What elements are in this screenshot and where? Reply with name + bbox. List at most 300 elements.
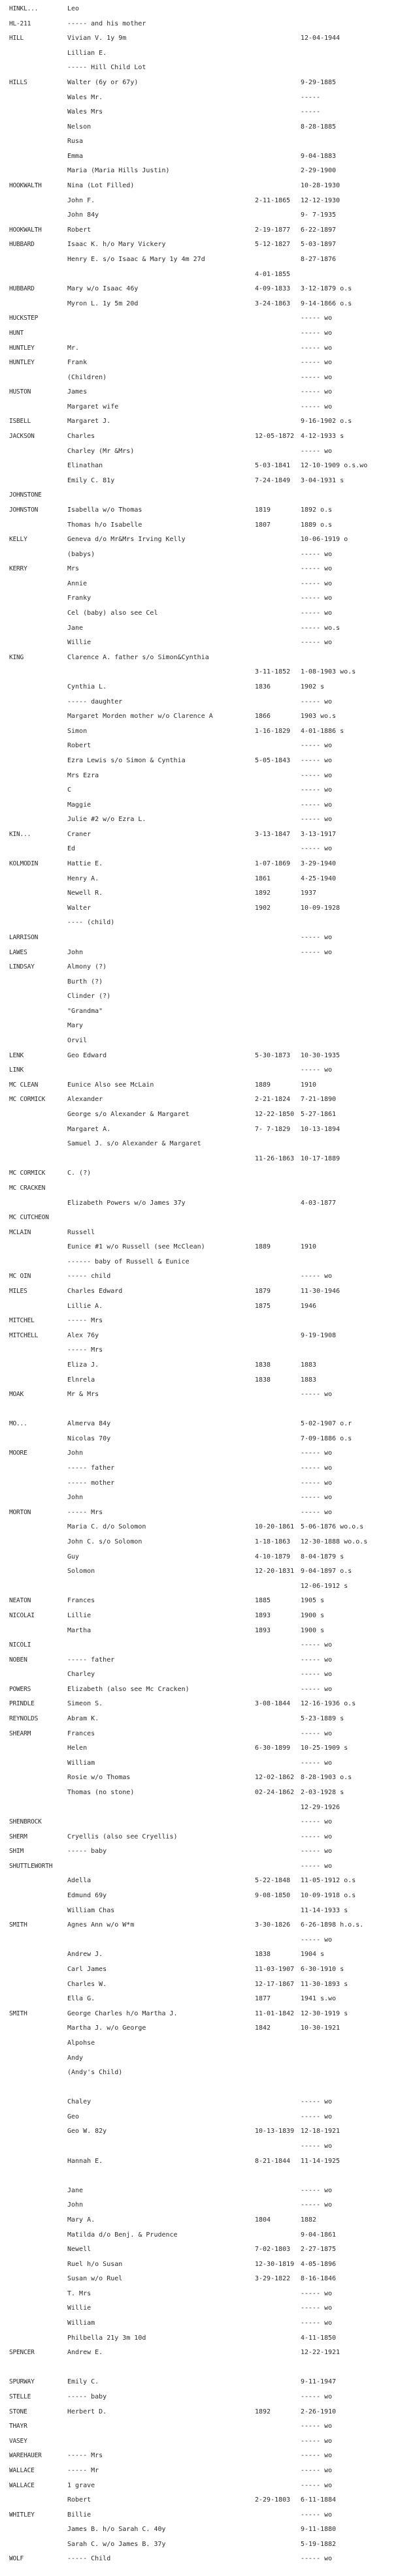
death-date-cell: ----- wo xyxy=(301,948,333,956)
register-row xyxy=(0,240,396,250)
register-row xyxy=(0,800,396,811)
given-name-cell: ---- (child) xyxy=(67,919,115,927)
death-date-cell: ----- wo xyxy=(301,1671,333,1679)
death-date-cell: ----- wo xyxy=(301,756,333,764)
given-name-cell: John xyxy=(67,1494,84,1502)
death-date-cell: ----- wo xyxy=(301,1759,333,1767)
given-name-cell: John xyxy=(67,948,84,956)
death-date-cell: ----- wo xyxy=(301,447,333,455)
birth-date-cell: 1836 xyxy=(255,683,271,691)
given-name-cell: Margaret J. xyxy=(67,418,111,426)
death-date-cell: 10-09-1918 o.s xyxy=(301,1892,356,1899)
death-date-cell: 8-28-1903 o.s xyxy=(301,1774,352,1782)
register-row xyxy=(0,1345,396,1356)
birth-date-cell: 1902 xyxy=(255,904,271,912)
birth-date-cell: 11-26-1863 xyxy=(255,1155,295,1162)
register-row xyxy=(0,33,396,44)
death-date-cell: 9-19-1908 xyxy=(301,1331,337,1339)
death-date-cell: 10-06-1919 o xyxy=(301,536,348,544)
register-row xyxy=(0,1920,396,1931)
surname-cell: MO... xyxy=(9,1420,27,1428)
death-date-cell: ----- wo xyxy=(301,1818,333,1826)
death-date-cell: 1902 s xyxy=(301,683,325,691)
surname-cell: MC CORMICK xyxy=(9,1096,46,1104)
birth-date-cell: 1893 xyxy=(255,1611,271,1619)
register-row xyxy=(0,2481,396,2491)
given-name-cell: Adella xyxy=(67,1877,91,1885)
register-row xyxy=(0,1021,396,1031)
register-row xyxy=(0,815,396,825)
death-date-cell: ----- wo xyxy=(301,1465,333,1472)
given-name-cell: 1 grave xyxy=(67,2481,95,2489)
register-row xyxy=(0,1788,396,1798)
death-date-cell: 1883 xyxy=(301,1361,317,1369)
register-row xyxy=(0,2156,396,2167)
register-row xyxy=(0,1655,396,1666)
register-row xyxy=(0,1493,396,1503)
death-date-cell: 10-25-1909 s xyxy=(301,1745,348,1752)
register-row xyxy=(0,1640,396,1651)
register-row xyxy=(0,550,396,560)
surname-cell: WALLACE xyxy=(9,2466,35,2474)
given-name-cell: Elizabeth (also see Mc Cracken) xyxy=(67,1685,190,1693)
death-date-cell: 8-27-1876 xyxy=(301,256,337,263)
given-name-cell: ----- Mrs xyxy=(67,1317,103,1325)
death-date-cell: ----- wo xyxy=(301,550,333,558)
given-name-cell: Charles Edward xyxy=(67,1288,123,1295)
given-name-cell: Alpohse xyxy=(67,2039,95,2047)
register-row xyxy=(0,373,396,383)
death-date-cell: 8-28-1885 xyxy=(301,123,337,131)
death-date-cell: 3-13-1917 xyxy=(301,830,337,838)
given-name-cell: Maggie xyxy=(67,801,91,809)
register-row xyxy=(0,2112,396,2122)
register-row xyxy=(0,1110,396,1120)
surname-cell: HOOKWALTH xyxy=(9,226,42,234)
surname-cell: MOORE xyxy=(9,1450,27,1457)
register-row xyxy=(0,1183,396,1194)
death-date-cell: 12-22-1921 xyxy=(301,2349,340,2357)
given-name-cell: ----- father xyxy=(67,1465,115,1472)
given-name-cell: Thomas (no stone) xyxy=(67,1788,135,1796)
given-name-cell: John C. s/o Solomon xyxy=(67,1538,142,1545)
death-date-cell: ----- wo xyxy=(301,1685,333,1693)
register-row xyxy=(0,1094,396,1105)
register-row xyxy=(0,2274,396,2284)
death-date-cell: 1903 wo.s xyxy=(301,713,337,721)
register-row xyxy=(0,387,396,397)
register-row xyxy=(0,535,396,545)
given-name-cell: Chaley xyxy=(67,2098,91,2106)
surname-cell: KIN... xyxy=(9,830,31,838)
given-name-cell: Ella G. xyxy=(67,1995,95,2003)
register-row xyxy=(0,1389,396,1400)
surname-cell: MC CLEAN xyxy=(9,1081,39,1089)
register-row xyxy=(0,2392,396,2402)
register-row xyxy=(0,2038,396,2049)
register-row xyxy=(0,2318,396,2329)
register-row xyxy=(0,93,396,103)
given-name-cell: Ruel h/o Susan xyxy=(67,2260,123,2268)
death-date-cell: ----- wo xyxy=(301,771,333,779)
surname-cell: SHENBROCK xyxy=(9,1818,42,1826)
register-row xyxy=(0,1434,396,1444)
birth-date-cell: 1838 xyxy=(255,1361,271,1369)
birth-date-cell: 8-21-1844 xyxy=(255,2157,291,2165)
given-name-cell: ----- baby xyxy=(67,2393,107,2400)
register-row xyxy=(0,2259,396,2270)
surname-cell: SPENCER xyxy=(9,2349,35,2357)
given-name-cell: Alex 76y xyxy=(67,1331,99,1339)
register-row xyxy=(0,63,396,73)
register-row xyxy=(0,1684,396,1695)
given-name-cell: Alexander xyxy=(67,1096,103,1104)
given-name-cell: Emma xyxy=(67,152,84,160)
given-name-cell: ----- Child xyxy=(67,2555,111,2563)
register-row xyxy=(0,2436,396,2447)
given-name-cell: Jane xyxy=(67,2186,84,2194)
death-date-cell: 12-30-1888 wo.o.s xyxy=(301,1538,368,1545)
surname-cell: MILES xyxy=(9,1288,27,1295)
death-date-cell: ----- wo xyxy=(301,816,333,824)
death-date-cell: 3-29-1940 xyxy=(301,860,337,867)
register-row xyxy=(0,505,396,516)
given-name-cell: Ezra Lewis s/o Simon & Cynthia xyxy=(67,756,186,764)
birth-date-cell: 1866 xyxy=(255,713,271,721)
death-date-cell: 2-27-1875 xyxy=(301,2246,337,2254)
death-date-cell: 11-14-1925 xyxy=(301,2157,340,2165)
death-date-cell: ----- wo xyxy=(301,388,333,396)
given-name-cell: Eliza J. xyxy=(67,1361,99,1369)
register-row xyxy=(0,490,396,501)
given-name-cell: ------ baby of Russell & Eunice xyxy=(67,1258,190,1265)
given-name-cell: Lillie A. xyxy=(67,1302,103,1310)
surname-cell: SHIM xyxy=(9,1848,24,1855)
death-date-cell: ----- wo xyxy=(301,2423,333,2430)
birth-date-cell: 1819 xyxy=(255,506,271,514)
birth-date-cell: 1892 xyxy=(255,2408,271,2415)
register-row xyxy=(0,358,396,368)
death-date-cell: 9-04-1897 o.s xyxy=(301,1568,352,1575)
death-date-cell: ----- wo xyxy=(301,1391,333,1399)
death-date-cell: 1892 o.s xyxy=(301,506,333,514)
given-name-cell: ----- baby xyxy=(67,1848,107,1855)
given-name-cell: Lillie xyxy=(67,1611,91,1619)
register-row xyxy=(0,2244,396,2255)
register-row xyxy=(0,78,396,88)
death-date-cell: ----- wo xyxy=(301,1066,333,1074)
register-row xyxy=(0,328,396,339)
given-name-cell: Nelson xyxy=(67,123,91,131)
death-date-cell: 9-11-1947 xyxy=(301,2378,337,2386)
register-row xyxy=(0,1404,396,1415)
given-name-cell: James B. h/o Sarah C. 40y xyxy=(67,2526,166,2534)
given-name-cell: Russell xyxy=(67,1228,95,1236)
register-row xyxy=(0,1065,396,1076)
register-row xyxy=(0,4,396,14)
death-date-cell: ----- wo xyxy=(301,1508,333,1516)
register-row xyxy=(0,667,396,677)
death-date-cell: 12-16-1936 o.s xyxy=(301,1700,356,1708)
given-name-cell: ----- mother xyxy=(67,1479,115,1487)
death-date-cell: ----- wo xyxy=(301,2466,333,2474)
death-date-cell: 9-29-1885 xyxy=(301,78,337,86)
death-date-cell: 1910 xyxy=(301,1081,317,1089)
register-row xyxy=(0,741,396,751)
given-name-cell: Rusa xyxy=(67,138,84,146)
register-row xyxy=(0,255,396,265)
death-date-cell: 10-13-1894 xyxy=(301,1125,340,1133)
register-row xyxy=(0,1552,396,1562)
given-name-cell: Guy xyxy=(67,1553,80,1560)
given-name-cell: John xyxy=(67,2201,84,2209)
register-row xyxy=(0,682,396,692)
death-date-cell: 10-30-1921 xyxy=(301,2025,340,2032)
death-date-cell: 2-03-1928 s xyxy=(301,1788,344,1796)
death-date-cell: 1882 xyxy=(301,2216,317,2224)
death-date-cell: ----- wo xyxy=(301,1479,333,1487)
death-date-cell: ----- wo xyxy=(301,2511,333,2519)
death-date-cell: ----- wo xyxy=(301,580,333,587)
register-row xyxy=(0,564,396,574)
given-name-cell: Leo xyxy=(67,5,80,12)
birth-date-cell: 3-24-1863 xyxy=(255,300,291,307)
register-row xyxy=(0,1051,396,1061)
death-date-cell: ----- wo xyxy=(301,2437,333,2445)
given-name-cell: Margaret Morden mother w/o Clarence A xyxy=(67,713,213,721)
register-row xyxy=(0,2009,396,2019)
register-row xyxy=(0,2215,396,2226)
death-date-cell: 5-27-1861 xyxy=(301,1111,337,1118)
surname-cell: KELLY xyxy=(9,536,27,544)
given-name-cell: Isaac K. h/o Mary Vickery xyxy=(67,241,166,249)
given-name-cell: Andrew E. xyxy=(67,2349,103,2357)
surname-cell: KOLMODIN xyxy=(9,860,39,867)
register-row xyxy=(0,1729,396,1739)
birth-date-cell: 5-12-1827 xyxy=(255,241,291,249)
surname-cell: NEATON xyxy=(9,1597,31,1605)
surname-cell: PRINDLE xyxy=(9,1700,35,1708)
death-date-cell: 3-04-1931 s xyxy=(301,476,344,484)
surname-cell: VASEY xyxy=(9,2437,27,2445)
given-name-cell: Margaret A. xyxy=(67,1125,111,1133)
surname-cell: THAYR xyxy=(9,2423,27,2430)
given-name-cell: Orvil xyxy=(67,1037,88,1044)
surname-cell: SMITH xyxy=(9,1921,27,1929)
register-row xyxy=(0,1228,396,1238)
death-date-cell: ----- wo xyxy=(301,2452,333,2460)
register-row xyxy=(0,2451,396,2461)
death-date-cell: ----- wo xyxy=(301,1656,333,1664)
given-name-cell: Charley (Mr &Mrs) xyxy=(67,447,135,455)
death-date-cell: ----- wo xyxy=(301,933,333,941)
surname-cell: SHEARM xyxy=(9,1730,31,1737)
given-name-cell: ----- Hill Child Lot xyxy=(67,64,146,72)
given-name-cell: Clinder (?) xyxy=(67,993,111,1001)
given-name-cell: Walter xyxy=(67,904,91,912)
register-row xyxy=(0,638,396,648)
register-row xyxy=(0,608,396,619)
given-name-cell: Mrs Ezra xyxy=(67,771,99,779)
given-name-cell: Clarence A. father s/o Simon&Cynthia xyxy=(67,653,209,661)
death-date-cell: ----- xyxy=(301,93,321,101)
birth-date-cell: 1807 xyxy=(255,521,271,529)
birth-date-cell: 1892 xyxy=(255,890,271,897)
death-date-cell: ----- wo xyxy=(301,2393,333,2400)
given-name-cell: Mary w/o Isaac 46y xyxy=(67,285,139,293)
register-row xyxy=(0,2466,396,2476)
surname-cell: HUCKSTEP xyxy=(9,315,39,322)
death-date-cell: ----- wo xyxy=(301,742,333,750)
register-row xyxy=(0,1463,396,1474)
register-row xyxy=(0,1817,396,1827)
surname-cell: NICOLAI xyxy=(9,1611,35,1619)
birth-date-cell: 2-11-1865 xyxy=(255,196,291,204)
register-row xyxy=(0,2097,396,2107)
given-name-cell: Wales Mrs xyxy=(67,108,103,116)
death-date-cell: 1904 s xyxy=(301,1951,325,1959)
death-date-cell: 9-04-1861 xyxy=(301,2231,337,2239)
given-name-cell: Cynthia L. xyxy=(67,683,107,691)
given-name-cell: Ed xyxy=(67,845,76,853)
register-row xyxy=(0,2230,396,2241)
death-date-cell: ----- wo xyxy=(301,610,333,617)
birth-date-cell: 7-02-1803 xyxy=(255,2246,291,2254)
register-row xyxy=(0,181,396,191)
register-row xyxy=(0,1581,396,1592)
surname-cell: POWERS xyxy=(9,1685,31,1693)
death-date-cell: 10-28-1930 xyxy=(301,182,340,189)
death-date-cell: ----- wo xyxy=(301,2143,333,2150)
surname-cell: SHUTTLEWORTH xyxy=(9,1862,53,1870)
given-name-cell: ----- Mrs xyxy=(67,2452,103,2460)
given-name-cell: James xyxy=(67,388,88,396)
given-name-cell: Julie #2 w/o Ezra L. xyxy=(67,816,146,824)
register-row xyxy=(0,1213,396,1223)
register-row xyxy=(0,962,396,972)
death-date-cell: 6-26-1898 h.o.s. xyxy=(301,1921,364,1929)
birth-date-cell: 12-20-1831 xyxy=(255,1568,295,1575)
given-name-cell: Almerva 84y xyxy=(67,1420,111,1428)
death-date-cell: ----- wo xyxy=(301,359,333,367)
register-row xyxy=(0,1979,396,1990)
given-name-cell: Eunice Also see McLain xyxy=(67,1081,154,1089)
register-row xyxy=(0,2539,396,2550)
register-row xyxy=(0,1758,396,1769)
death-date-cell: 1883 xyxy=(301,1376,317,1384)
surname-cell: HILL xyxy=(9,35,24,42)
surname-cell: JOHNSTONE xyxy=(9,491,42,499)
birth-date-cell: 10-13-1839 xyxy=(255,2128,295,2135)
register-row xyxy=(0,2068,396,2078)
birth-date-cell: 2-21-1824 xyxy=(255,1096,291,1104)
death-date-cell: ----- wo xyxy=(301,801,333,809)
death-date-cell: 7-09-1886 o.s xyxy=(301,1435,352,1442)
register-row xyxy=(0,2303,396,2314)
given-name-cell: Lillian E. xyxy=(67,49,107,57)
birth-date-cell: 1-16-1829 xyxy=(255,727,291,735)
register-row xyxy=(0,343,396,354)
birth-date-cell: 12-02-1862 xyxy=(255,1774,295,1782)
birth-date-cell: 12-30-1819 xyxy=(255,2260,295,2268)
register-row xyxy=(0,697,396,707)
given-name-cell: Frank xyxy=(67,359,88,367)
death-date-cell: 9-14-1866 o.s xyxy=(301,300,352,307)
given-name-cell: Cryellis (also see Cryellis) xyxy=(67,1833,178,1840)
given-name-cell: Edmund 69y xyxy=(67,1892,107,1899)
register-row xyxy=(0,1891,396,1901)
given-name-cell: Geo Edward xyxy=(67,1051,107,1059)
death-date-cell: ----- wo xyxy=(301,315,333,322)
birth-date-cell: 9-08-1850 xyxy=(255,1892,291,1899)
register-row xyxy=(0,888,396,899)
given-name-cell: Jane xyxy=(67,624,84,632)
register-row xyxy=(0,2053,396,2064)
given-name-cell: Rosie w/o Thomas xyxy=(67,1774,131,1782)
death-date-cell: ----- wo xyxy=(301,2320,333,2327)
birth-date-cell: 02-24-1862 xyxy=(255,1788,295,1796)
death-date-cell: 2-29-1900 xyxy=(301,167,337,175)
given-name-cell: Philbella 21y 3m 10d xyxy=(67,2334,146,2342)
surname-cell: MITCHELL xyxy=(9,1331,39,1339)
given-name-cell: Isabella w/o Thomas xyxy=(67,506,142,514)
death-date-cell: 5-02-1907 o.r xyxy=(301,1420,352,1428)
given-name-cell: Wales Mr. xyxy=(67,93,103,101)
register-row xyxy=(0,431,396,442)
given-name-cell: Maria (Maria Hills Justin) xyxy=(67,167,170,175)
register-row xyxy=(0,520,396,531)
given-name-cell: William xyxy=(67,2320,95,2327)
given-name-cell: John 84y xyxy=(67,211,99,219)
birth-date-cell: 11-01-1842 xyxy=(255,2010,295,2017)
birth-date-cell: 4-09-1833 xyxy=(255,285,291,293)
surname-cell: HILLS xyxy=(9,78,27,86)
death-date-cell: 12-29-1926 xyxy=(301,1803,340,1811)
register-row xyxy=(0,1876,396,1886)
death-date-cell: 10-09-1928 xyxy=(301,904,340,912)
surname-cell: LARRISON xyxy=(9,933,39,941)
register-row xyxy=(0,593,396,604)
birth-date-cell: 1-18-1863 xyxy=(255,1538,291,1545)
register-row xyxy=(0,1286,396,1297)
birth-date-cell: 1885 xyxy=(255,1597,271,1605)
given-name-cell: Frances xyxy=(67,1597,95,1605)
register-row xyxy=(0,416,396,427)
register-row xyxy=(0,653,396,663)
given-name-cell: Walter (6y or 67y) xyxy=(67,78,139,86)
register-row xyxy=(0,1360,396,1371)
given-name-cell: Emily C. 81y xyxy=(67,476,115,484)
given-name-cell: Geo xyxy=(67,2113,80,2120)
death-date-cell: ----- wo xyxy=(301,1936,333,1944)
given-name-cell: William Chas xyxy=(67,1906,115,1914)
register-row xyxy=(0,1626,396,1636)
birth-date-cell: 4-10-1879 xyxy=(255,1553,291,1560)
surname-cell: HUSTON xyxy=(9,388,31,396)
register-row xyxy=(0,210,396,221)
register-row xyxy=(0,1080,396,1091)
death-date-cell: 12-30-1919 s xyxy=(301,2010,348,2017)
given-name-cell: Sarah C. w/o James B. 37y xyxy=(67,2540,166,2548)
given-name-cell: Robert xyxy=(67,2496,91,2504)
register-row xyxy=(0,933,396,943)
register-row xyxy=(0,166,396,176)
register-row xyxy=(0,726,396,737)
death-date-cell: 8-16-1846 xyxy=(301,2275,337,2283)
register-row xyxy=(0,2200,396,2211)
death-date-cell: 1941 s.wo xyxy=(301,1995,337,2003)
surname-cell: LAWES xyxy=(9,948,27,956)
